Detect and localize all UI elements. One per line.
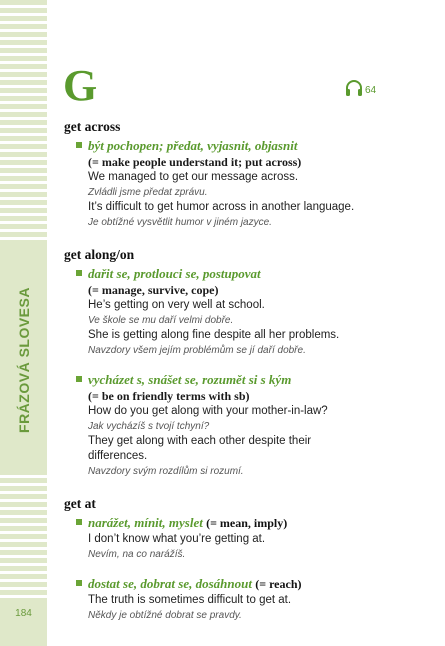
bullet-icon	[76, 580, 82, 586]
example-en: It’s difficult to get humor across in another language.	[88, 201, 355, 213]
entry-headword: get along/on	[64, 247, 135, 262]
sidebar	[0, 0, 47, 646]
bullet-icon	[76, 142, 82, 148]
entry	[64, 118, 424, 230]
sidebar-title-text: FRÁZOVÁ SLOVESA	[15, 287, 32, 433]
sense-meaning: vycházet s, snášet se, rozumět si s kým	[88, 372, 292, 387]
example-cz: Někdy je obtížné dobrat se pravdy.	[88, 610, 242, 621]
sense-synonym: (= reach)	[255, 577, 302, 591]
sidebar-stripes-bottom	[0, 470, 47, 600]
example-en: I don’t know what you’re getting at.	[88, 533, 266, 545]
sense-meaning	[88, 575, 424, 593]
example-en: We managed to get our message across.	[88, 171, 299, 183]
sense-synonym: (= manage, survive, cope)	[88, 283, 219, 297]
example-en: How do you get along with your mother-in-law?	[88, 405, 328, 417]
dictionary-content	[64, 118, 424, 623]
sense-meaning-text: dostat se, dobrat se, dosáhnout	[88, 576, 252, 591]
sense	[64, 575, 424, 623]
sense-meaning-text: narážet, mínit, myslet	[88, 515, 203, 530]
example-cz: Navzdory všem jejím problémům se jí daří dobře.	[88, 345, 306, 356]
sidebar-stripes-top	[0, 0, 47, 240]
entry-headword: get at	[64, 496, 96, 511]
page-number: 184	[15, 608, 32, 619]
sense-meaning: dařit se, protlouci se, postupovat	[88, 266, 261, 281]
sense-synonym: (= be on friendly terms with sb)	[88, 389, 250, 403]
bullet-icon	[76, 376, 82, 382]
example-cz: Nevím, na co narážíš.	[88, 549, 186, 560]
sense	[64, 137, 424, 230]
sense-synonym: (= make people understand it; put across)	[88, 155, 302, 169]
section-letter: G	[63, 61, 98, 110]
example-en: He’s getting on very well at school.	[88, 299, 265, 311]
example-en: They get along with each other despite their differences.	[88, 435, 312, 462]
bullet-icon	[76, 270, 82, 276]
sense-meaning: být pochopen; předat, vyjasnit, objasnit	[88, 138, 298, 153]
bullet-icon	[76, 519, 82, 525]
sidebar-title	[0, 270, 47, 450]
example-cz: Zvládli jsme předat zprávu.	[88, 187, 208, 198]
entry-headword: get across	[64, 119, 121, 134]
sense	[64, 371, 424, 479]
audio-track-number: 64	[365, 84, 377, 96]
entry	[64, 246, 424, 479]
sense	[64, 514, 424, 562]
example-cz: Je obtížné vysvětlit humor v jiném jazyce.	[88, 217, 272, 228]
sense	[64, 265, 424, 358]
example-en: She is getting along fine despite all her problems.	[88, 329, 340, 341]
audio-track[interactable]	[344, 78, 376, 98]
sense-synonym: (= mean, imply)	[206, 516, 288, 530]
example-cz: Ve škole se mu daří velmi dobře.	[88, 315, 234, 326]
example-en: The truth is sometimes difficult to get at.	[88, 594, 292, 606]
example-cz: Navzdory svým rozdílům si rozumí.	[88, 466, 244, 477]
entry	[64, 495, 424, 623]
headphones-icon	[344, 78, 364, 98]
example-cz: Jak vycházíš s tvojí tchyní?	[88, 421, 210, 432]
sense-meaning	[88, 514, 424, 532]
